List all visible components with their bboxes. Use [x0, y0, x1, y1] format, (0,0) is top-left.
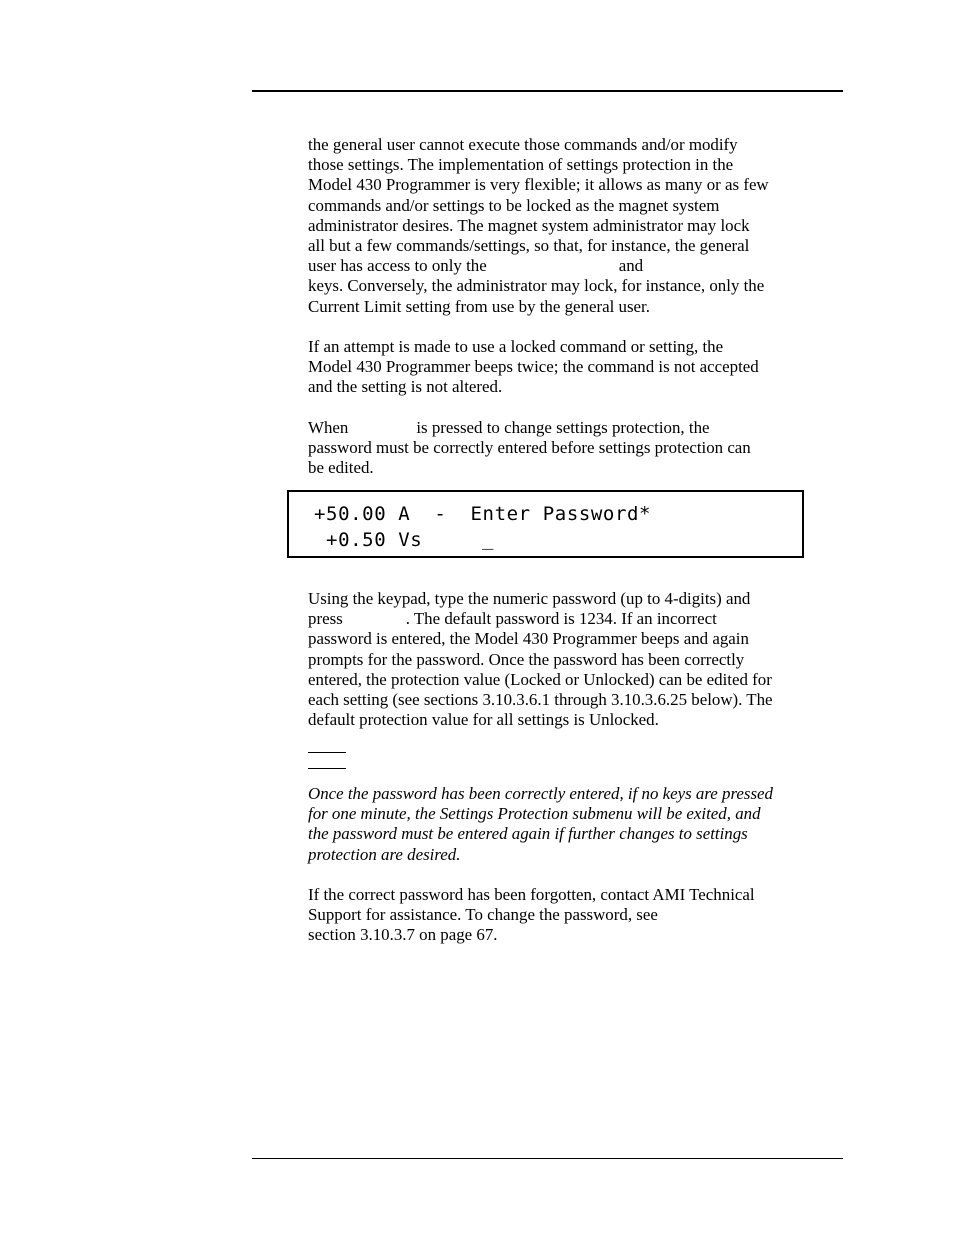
text-line: the password must be entered again if further changes to settings [308, 824, 748, 844]
paragraph-locked-command [308, 337, 848, 398]
text-line: If the correct password has been forgotten, contact AMI Technical [308, 885, 755, 904]
header-rule [252, 90, 843, 92]
text-line: the general user cannot execute those commands and/or modify [308, 135, 738, 154]
lcd-display [287, 490, 804, 558]
text-line: those settings. The implementation of settings protection in the [308, 155, 734, 175]
text-line [308, 418, 848, 438]
text-line: and the setting is not altered. [308, 377, 503, 397]
text-line: for one minute, the Settings Protection submenu will be exited, and [308, 804, 761, 824]
text-line: Model 430 Programmer is very flexible; it allows as many or as few [308, 175, 769, 195]
text-fragment: is pressed to change settings protection, the [416, 418, 710, 437]
text-line: prompts for the password. Once the password has been correctly [308, 649, 745, 669]
text-line: entered, the protection value (Locked or Unlocked) can be edited for [308, 669, 772, 689]
note-paragraph [308, 784, 848, 865]
text-line: If an attempt is made to use a locked command or setting, the [308, 337, 724, 356]
paragraph-settings-protection [308, 135, 848, 317]
note-rule-bottom [308, 768, 346, 769]
text-line [308, 609, 848, 629]
lcd-line-2: +0.50 Vs [314, 529, 423, 551]
text-line: Support for assistance. To change the password, see [308, 905, 658, 925]
text-line [308, 256, 848, 276]
text-fragment: When [308, 418, 349, 437]
text-line: administrator desires. The magnet system administrator may lock [308, 215, 750, 235]
text-fragment: and [618, 256, 644, 276]
text-line: protection are desired. [308, 844, 461, 864]
paragraph-enter-password [308, 589, 848, 730]
paragraph-password-required [308, 418, 848, 479]
text-fragment: press [308, 609, 343, 629]
section-link[interactable]: section 3.10.3.7 on page 67. [308, 925, 498, 945]
text-line: Current Limit setting from use by the general user. [308, 296, 650, 316]
text-line: default protection value for all settings is Unlocked. [308, 710, 659, 730]
note-rule-top [308, 752, 346, 753]
text-fragment: . The default password is 1234. If an incorrect [405, 609, 717, 629]
text-line: be edited. [308, 458, 374, 478]
text-line: password must be correctly entered before settings protection can [308, 438, 751, 458]
text-line: keys. Conversely, the administrator may lock, for instance, only the [308, 276, 765, 296]
text-line: password is entered, the Model 430 Programmer beeps and again [308, 629, 749, 649]
lcd-line-1: +50.00 A - Enter Password* [314, 503, 652, 525]
text-line: Using the keypad, type the numeric password (up to 4-digits) and [308, 589, 751, 608]
text-fragment: user has access to only the [308, 256, 487, 276]
text-line: commands and/or settings to be locked as the magnet system [308, 195, 720, 215]
text-line: Once the password has been correctly entered, if no keys are pressed [308, 784, 773, 803]
footer-rule [252, 1158, 843, 1159]
text-line: each setting (see sections 3.10.3.6.1 through 3.10.3.6.25 below). The [308, 689, 773, 709]
paragraph-forgotten-password [308, 885, 848, 946]
text-line: all but a few commands/settings, so that, for instance, the general [308, 235, 750, 255]
lcd-cursor: _ [482, 528, 495, 550]
text-line: Model 430 Programmer beeps twice; the command is not accepted [308, 357, 759, 377]
